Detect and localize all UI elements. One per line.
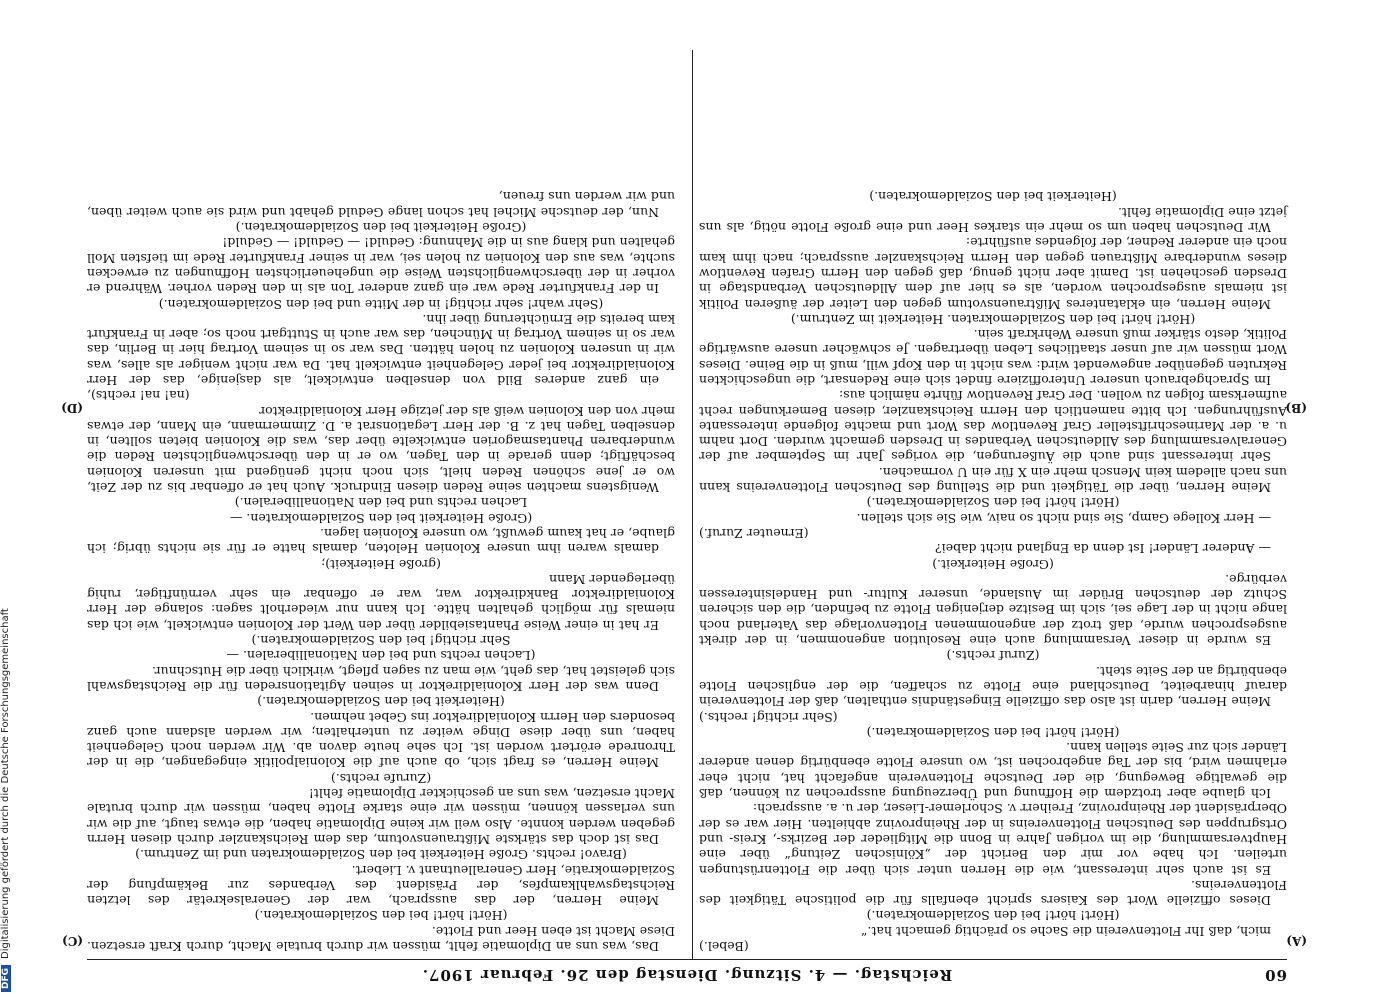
paragraph: (Heiterkeit bei den Sozialdemokraten.) xyxy=(869,189,1117,205)
paragraph: mich, daß Ihr Flottenverein die Sache so prächtig gemacht hat.“ xyxy=(861,923,1271,939)
paragraph: Es ist auch sehr interessant, wie die Herren unter sich über die Flottenrüstungen urteilen. Ich habe vor mir den Bericht der „Kölnischen Zeitung“ über eine Hauptversammlung, die im vorigen Jahre in Bonn die Mitglieder der Bezirks-, Kreis- und Ortsgruppen des Deutschen Flottenvereins in der Rheinprovinz abhielten. Hier war es der Oberpräsident der Rheinprovinz, Freiherr v. Schorlemer-Lieser, der u. a. aussprach: xyxy=(699,801,1287,878)
paragraph: ein ganz anderes Bild von denselben entwickelt, als dasjenige, das der Herr Kolonialdirektor bei jeder Gelegenheit entwickelt hat. Da war nicht weniger als alles, was wir in unseren Kolonien zu holen hätten. Das war so in seinem Vortrag hier in Berlin, das war so in seinem Vortrag in München, das war auch in Stuttgart noch so; aber in Frankfurt kam bereits die Ernüchterung über ihn. xyxy=(87,311,675,389)
paragraph: (große Heiterkeit); xyxy=(321,556,441,572)
paragraph: Nun, der deutsche Michel hat schon lange Geduld gehabt und wird sie auch weiter üben, und wir werden uns freuen, xyxy=(87,189,675,220)
paragraph: (na! na! rechts), xyxy=(87,388,190,404)
paragraph: Meine Herren, darin ist also das offizielle Eingeständnis enthalten, daß der Flottenverein darauf hinarbeitet, Deutschland eine Flotte zu schaffen, die der englischen Flotte ebenbürtig an der Seite steht. xyxy=(699,663,1287,710)
paragraph: Das ist doch das stärkste Mißtrauensvotum, das dem Reichskanzler durch diesen Herrn gegeben werden konnte. Also weil wir keine Diplomatie haben, die etwas taugt, auf die wir uns verlassen können, müssen wir eine starke Flotte haben, müssen wir durch brutale Macht ersetzen, was uns an geschickter Diplomatie fehlt! xyxy=(87,786,675,847)
paragraph: Das, was uns an Diplomatie fehlt, müssen wir durch brutale Macht, durch Kraft ersetzen. Diese Macht ist eben Heer und Flotte. xyxy=(87,923,675,954)
paragraph: (Große Heiterkeit.) xyxy=(932,556,1054,572)
paragraph: damals waren ihm unsere Kolonien Heloten, damals hatte er für sie nichts übrig; ich glaube, er hat kaum gewußt, wo unsere Kolonien lagen. xyxy=(87,525,675,557)
paragraph: (Heiterkeit bei den Sozialdemokraten.) xyxy=(257,694,505,710)
margin-mark-d: (D) xyxy=(61,401,83,415)
paragraph: Wenigstens machten seine Reden diesen Eindruck. Auch hat er offenbar bis zu der Zeit, wo er jene schönen Reden hielt, sich noch nicht genügend mit unseren Kolonien beschäftigt; denn gerade in den Tagen, wo er in den überschwenglichsten Reden die wunderbaren Phantasmagorien entwickelte über das, was die Kolonien bieten sollten, in denselben Tagen hat z. B. der Herr Legationsrat a. D. Zimmermann, ein Mann, der etwas mehr von den Kolonien weiß als der jetzige Herr Kolonialdirektor xyxy=(87,403,675,496)
paragraph: (Zuruf rechts.) xyxy=(946,648,1040,664)
paragraph: Meine Herren, ein eklatanteres Mißtrauensvotum gegen den Leiter der äußeren Politik ist niemals ausgesprochen worden, als es hier auf dem Alldeutschen Verbandstage in Dresden geschehen ist. Damit aber nicht genug, daß gegen den Herrn Grafen Reventlow dieses wunderbare Mißtrauen gegen den Herrn Reichskanzler aussprach; nach ihm kam noch ein anderer Redner, der folgendes ausführte: xyxy=(699,235,1287,312)
credit-text: Digitalisierung gefördert durch die Deutsche Forschungsgemeinschaft xyxy=(0,608,11,959)
paragraph: Meine Herren, über die Tätigkeit und die Stellung des Deutschen Flottenvereins kann uns nach alledem kein Mensch mehr ein X für ein U vormachen. xyxy=(699,464,1287,496)
left-text-column xyxy=(699,189,1287,954)
paragraph: Sehr richtig! bei den Sozialdemokraten.) xyxy=(251,633,511,649)
paragraph: Lachen rechts und bei den Nationalliberalen.) xyxy=(234,495,528,511)
paragraph: Sehr interessant sind auch die Äußerungen, die voriges Jahr im September auf der Generalversammlung des Alldeutschen Verbandes in Dresden gemacht wurden. Dort nahm u. a. der Marineschriftsteller Graf Reventlow das Wort und machte folgende interessante Ausführungen. Ich bitte namentlich den Herrn Reichskanzler, diesen Bemerkungen recht aufmerksam folgen zu wollen. Der Graf Reventlow führte nämlich aus: xyxy=(699,388,1287,465)
dfg-logo: DFG xyxy=(1,965,11,992)
margin-mark-b: (B) xyxy=(1285,401,1307,415)
header-rule xyxy=(87,959,1287,960)
paragraph: — Herr Kollege Gamp, Sie sind nicht so naiv, wie Sie sich stellen. xyxy=(856,510,1271,526)
paragraph: (Hört! hört! bei den Sozialdemokraten. Heiterkeit im Zentrum.) xyxy=(790,311,1196,327)
right-text-column xyxy=(87,189,675,954)
paragraph: — Anderer Länder! Ist denn da England nicht dabei? xyxy=(935,541,1271,557)
paragraph: Im Sprachgebrauch unserer Unteroffiziere findet sich eine Redensart, die ungeschickten Rekruten gegenüber angewendet wird: was nicht in den Kopf will, muß in die Beine. Dieses Wort müssen wir auf unser staatliches Leben übertragen. Je schwächer unsere auswärtige Politik, desto stärker muß unsere Wehrkraft sein. xyxy=(699,327,1287,389)
paragraph: (Große Heiterkeit bei den Sozialdemokraten. — xyxy=(229,510,533,526)
margin-mark-a: (A) xyxy=(1286,934,1307,948)
digitization-credit xyxy=(0,0,14,1000)
paragraph: (Hört! hört! bei den Sozialdemokraten.) xyxy=(866,495,1120,511)
paragraph: Ich glaube aber trotzdem die Hoffnung und Überzeugung aussprechen zu können, daß die gewaltige Bewegung, die der Deutsche Flottenverein angefacht hat, nicht eher erlahmen wird, bis der Tag angebrochen ist, wo unsere Flotte ebenbürtig denen anderer Länder sich zur Seite stellen kann. xyxy=(699,740,1287,802)
paragraph: Es wurde in dieser Versammlung auch eine Resolution angenommen, in der direkt ausgesprochen wurde, daß trotz der angenommenen Flottenvorlage das Vaterland noch lange nicht in der Lage sei, sich im Besitze derjenigen Flotte zu befinden, die den sicheren Schutz der deutschen Brüder im Auslande, unserer Kultur- und Handelsinteressen verbürge. xyxy=(699,571,1287,649)
paragraph: (Bravo! rechts. Große Heiterkeit bei den Sozialdemokraten und im Zentrum.) xyxy=(135,847,627,863)
paragraph: Dieses offizielle Wort des Kaisers spricht ebenfalls für die politische Tätigkeit des Flottenvereins. xyxy=(699,877,1287,909)
paragraph: (Bebel.) xyxy=(699,939,749,954)
paragraph: (Große Heiterkeit bei den Sozialdemokraten.) xyxy=(235,220,527,236)
paragraph: (Zurufe rechts.) xyxy=(330,770,432,786)
paragraph: (Hört! hört! bei den Sozialdemokraten.) xyxy=(866,908,1120,924)
paragraph: (Lachen rechts und bei den Nationalliberalen. — xyxy=(226,648,536,664)
paragraph: (Hört! hört! bei den Sozialdemokraten.) xyxy=(866,724,1120,740)
paragraph: In der Frankfurter Rede war ein ganz anderer Ton als in den Reden vorher. Während er vorher in der überschwenglichsten Weise die ungeheuerlichsten Hoffnungen zu erwecken suchte, was aus den Kolonien zu holen sei, war in seiner Frankfurter Rede im tiefsten Moll gehalten und klang aus in die Mahnung: Geduld! — Geduld! — Geduld! xyxy=(87,235,675,297)
paragraph: (Hört! hört! bei den Sozialdemokraten.) xyxy=(254,908,508,924)
paragraph: Wir Deutschen haben um so mehr ein starkes Heer und eine große Flotte nötig, als uns jetzt eine Diplomatie fehlt. xyxy=(699,204,1287,236)
page-number: 60 xyxy=(1264,966,1287,984)
paragraph: (Sehr wahr! sehr richtig! in der Mitte und bei den Sozialdemokraten.) xyxy=(158,296,604,312)
column-divider xyxy=(692,50,693,960)
page-title: Reichstag. — 4. Sitzung. Dienstag den 26. Februar 1907. xyxy=(421,966,953,984)
paragraph: (Erneuter Zuruf.) xyxy=(699,525,809,541)
paragraph: Denn was der Herr Kolonialdirektor in seinen Agitationsreden für die Reichstagswahl sich geleistet hat, das geht, wie man zu sagen pflegt, wirklich über die Hutschnur. xyxy=(87,663,675,694)
paragraph: Meine Herren, der das aussprach, war der Generalsekretär des letzten Reichstagswahlkampfes, der Präsident des Verbandes zur Bekämpfung der Sozialdemokratie, Herr Generalleutnant v. Liebert. xyxy=(87,862,675,909)
margin-mark-c: (C) xyxy=(62,934,83,948)
paragraph: Meine Herren, es fragt sich, ob auch auf die Kolonialpolitik eingegangen, die in der Thronrede erörtert worden ist. Ich sehe heute davon ab. Wir werden noch Gelegenheit haben, uns über diese Dinge weiter zu unterhalten; wir werden alsdann auch ganz besonders den Herrn Kolonialdirektor ins Gebet nehmen. xyxy=(87,709,675,771)
paragraph: Er hat in einer Weise Phantasiebilder über den Wert der Kolonien entwickelt, wie ich das niemals für möglich gehalten hätte. Ich kann nur wiederholt sagen: solange der Herr Kolonialdirektor Bankdirektor war, war er offenbar ein sehr vernünftiger, ruhig überlegender Mann xyxy=(87,571,675,633)
paragraph: (Sehr richtig! rechts.) xyxy=(699,709,838,725)
